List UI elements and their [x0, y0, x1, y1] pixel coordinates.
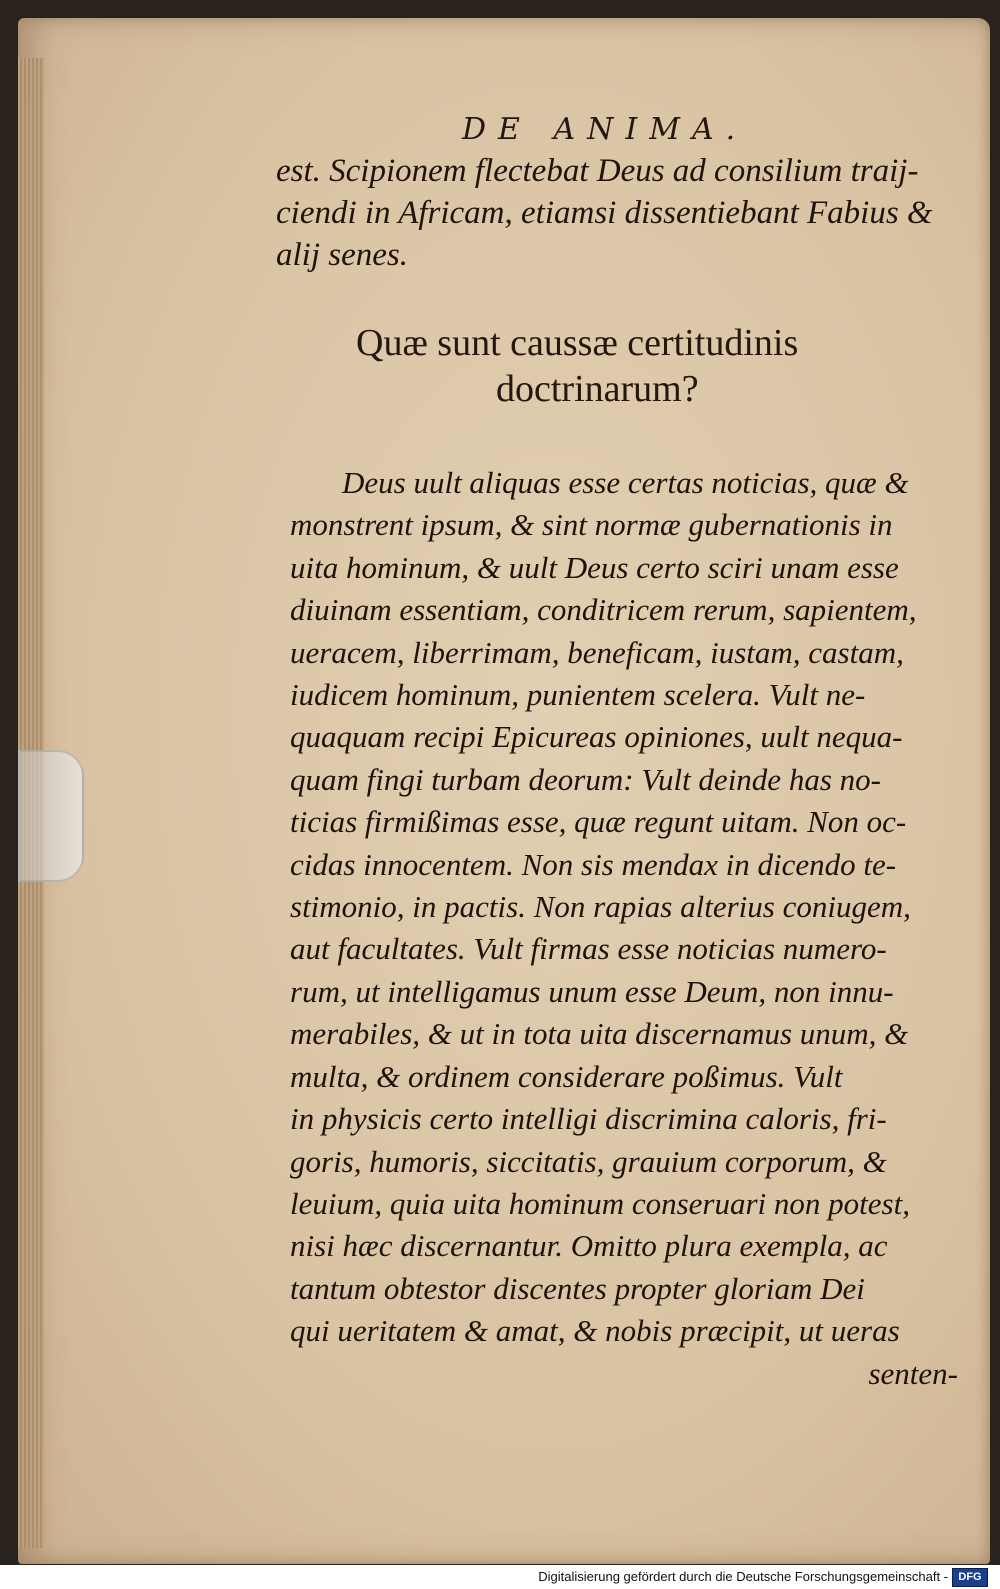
heading-line-2: doctrinarum?: [496, 368, 699, 410]
text-line: cidas innocentem. Non sis mendax in dicendo te-: [290, 846, 897, 882]
text-line: diuinam essentiam, conditricem rerum, sapientem,: [290, 592, 917, 628]
digitization-footer: [0, 1565, 1000, 1589]
page-clip: [18, 750, 84, 882]
text-line: stimonio, in pactis. Non rapias alterius coniugem,: [290, 889, 911, 925]
text-line: uita hominum, & uult Deus certo sciri unam esse: [290, 549, 899, 585]
catchword: senten-: [868, 1355, 958, 1391]
text-line: in physicis certo intelligi discrimina caloris, fri-: [290, 1101, 887, 1137]
text-line: ticias firmißimas esse, quæ regunt uitam. Non oc-: [290, 804, 907, 840]
text-line: merabiles, & ut in tota uita discernamus unum, &: [290, 1016, 909, 1052]
text-line: nisi hæc discernantur. Omitto plura exempla, ac: [290, 1228, 888, 1264]
text-line: monstrent ipsum, & sint normæ gubernationis in: [290, 507, 893, 543]
text-line: quam fingi turbam deorum: Vult deinde has no-: [290, 761, 881, 797]
text-line: tantum obtestor discentes propter gloriam Dei: [290, 1270, 865, 1306]
text-line: ueracem, liberrimam, beneficam, iustam, castam,: [290, 634, 904, 670]
text-line: leuium, quia uita hominum conseruari non potest,: [290, 1185, 910, 1221]
top-paragraph: [276, 150, 956, 276]
text-line: iudicem hominum, punientem scelera. Vult ne-: [290, 677, 866, 713]
footer-credit: Digitalisierung gefördert durch die Deutsche Forschungsgemeinschaft -: [538, 1569, 948, 1584]
heading-line-1: Quæ sunt caussæ certitudinis: [356, 322, 799, 364]
text-line: ciendi in Africam, etiamsi dissentiebant Fabius &: [276, 195, 933, 231]
text-line: multa, & ordinem considerare poßimus. Vult: [290, 1058, 843, 1094]
body-paragraph: [290, 462, 958, 1395]
text-line: est. Scipionem flectebat Deus ad consilium traij-: [276, 153, 919, 189]
running-head: DE ANIMA.: [462, 112, 748, 147]
text-line: goris, humoris, siccitatis, grauium corporum, &: [290, 1143, 887, 1179]
text-line: quaquam recipi Epicureas opiniones, uult nequa-: [290, 719, 903, 755]
text-line: qui ueritatem & amat, & nobis præcipit, ut ueras: [290, 1313, 900, 1349]
text-line: alij senes.: [276, 237, 408, 273]
text-line: rum, ut intelligamus unum esse Deum, non innu-: [290, 973, 894, 1009]
text-line: Deus uult aliquas esse certas noticias, quæ &: [342, 465, 909, 500]
dfg-logo-icon: DFG: [952, 1568, 988, 1587]
section-heading: [356, 320, 956, 412]
text-line: aut facultates. Vult firmas esse noticias numero-: [290, 931, 887, 967]
